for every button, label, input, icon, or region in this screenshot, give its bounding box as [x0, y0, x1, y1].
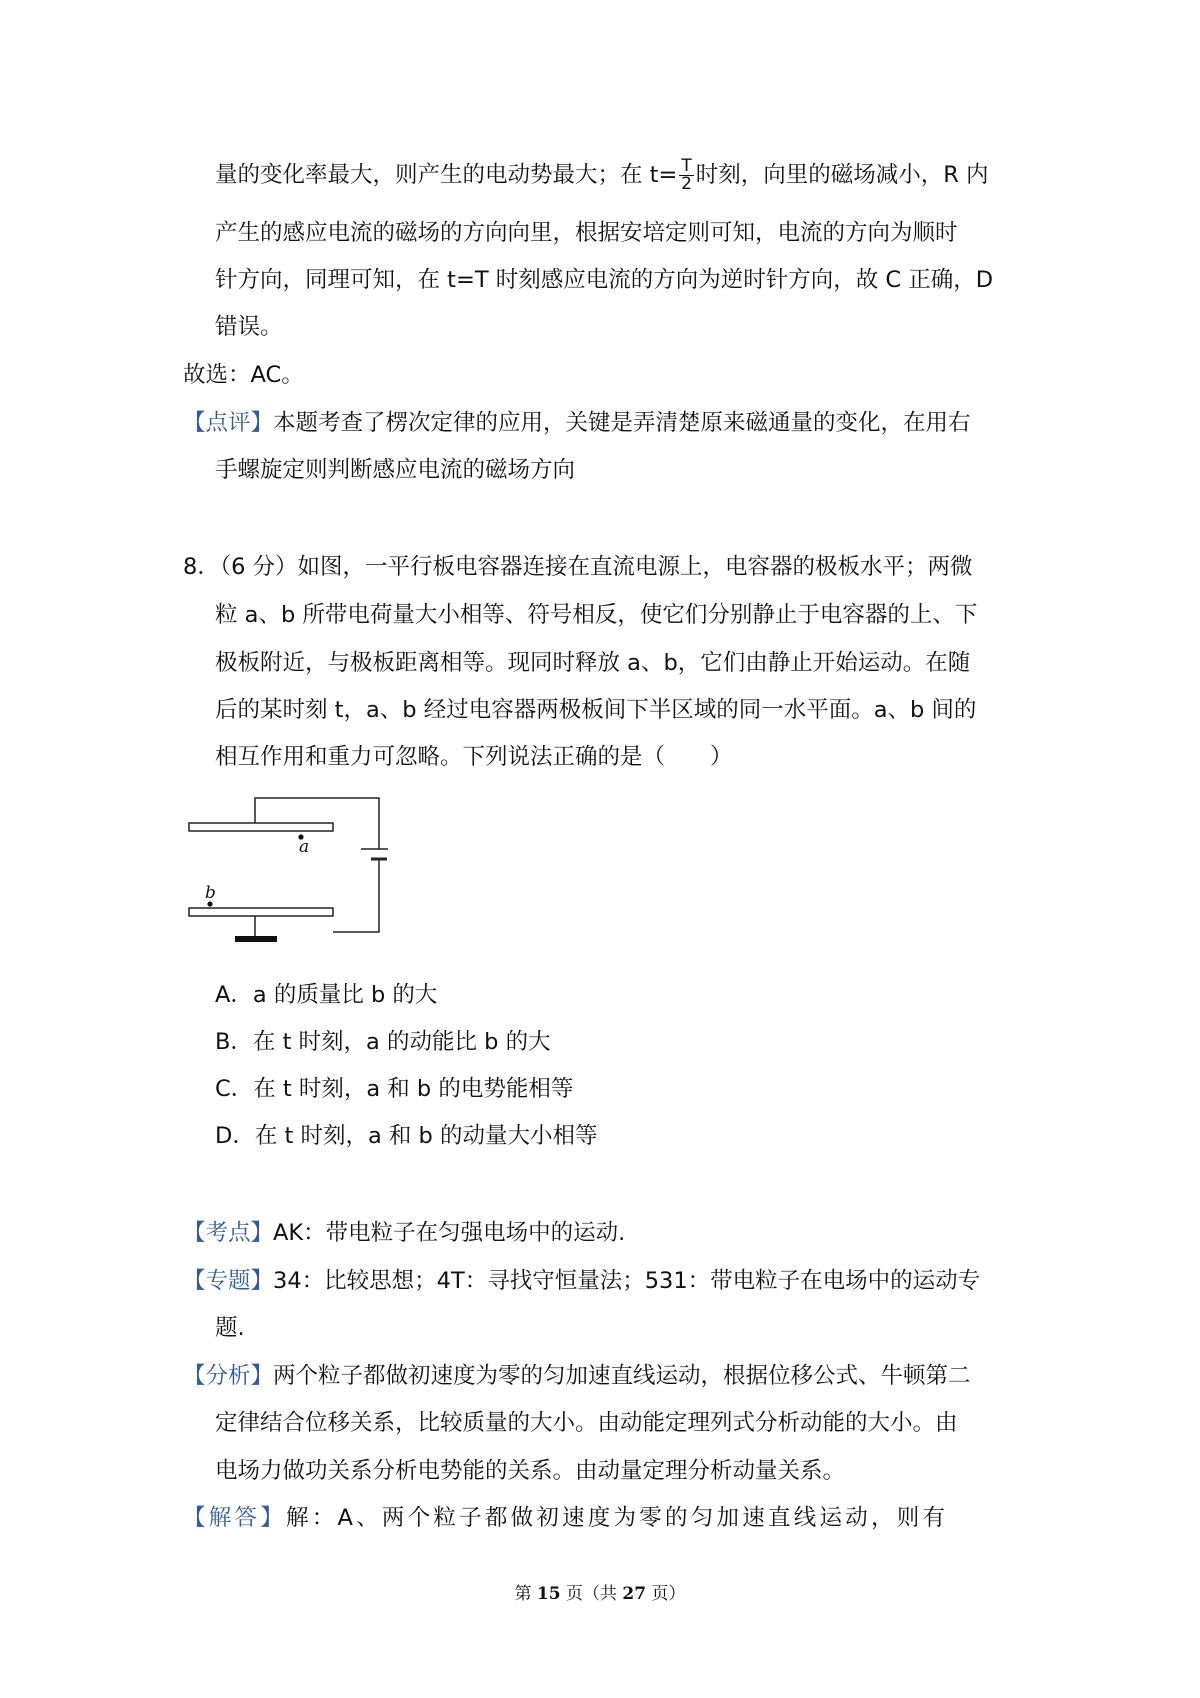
option-b: B．在 t 时刻，a 的动能比 b 的大: [215, 1029, 551, 1055]
question-line-3: 极板附近，与极板距离相等。现同时释放 a、b，它们由静止开始运动。在随: [215, 650, 971, 676]
zhuanti-tag: 【专题】: [183, 1268, 274, 1294]
jieda-line-1: 【解答】解：A、两个粒子都做初速度为零的匀加速直线运动，则有: [183, 1505, 945, 1531]
particle-a-label: a: [299, 837, 310, 857]
zhuanti-line-1: 【专题】34：比较思想；4T：寻找守恒量法；531：带电粒子在电场中的运动专: [183, 1268, 981, 1294]
wire-bottom: [333, 859, 379, 932]
fraction-t-over-2: $\frac{T}{2}$: [681, 156, 692, 194]
solution-line-2: 产生的感应电流的磁场的方向向里，根据安培定则可知，电流的方向为顺时: [215, 220, 958, 246]
upper-plate: [189, 823, 333, 831]
fenxi-line-2: 定律结合位移关系，比较质量的大小。由动能定理列式分析动能的大小。由: [215, 1410, 958, 1436]
jieda-tag: 【解答】: [183, 1505, 286, 1531]
current-page-number: 15: [536, 1584, 561, 1604]
option-c: C．在 t 时刻，a 和 b 的电势能相等: [215, 1076, 574, 1102]
ground-symbol: [235, 936, 277, 942]
review-line-2: 手螺旋定则判断感应电流的磁场方向: [215, 457, 576, 483]
question-line-4: 后的某时刻 t，a、b 经过电容器两极板间下半区域的同一水平面。a、b 间的: [215, 697, 977, 723]
question-line-1: 8．（6 分）如图，一平行板电容器连接在直流电源上，电容器的极板水平；两微: [183, 554, 973, 580]
zhuanti-line-2: 题.: [215, 1315, 245, 1341]
particle-b-label: b: [205, 883, 216, 903]
question-line-2: 粒 a、b 所带电荷量大小相等、符号相反，使它们分别静止于电容器的上、下: [215, 602, 978, 628]
option-d: D．在 t 时刻，a 和 b 的动量大小相等: [215, 1123, 598, 1149]
solution-line-1: 量的变化率最大，则产生的电动势最大；在 t= $\frac{T}{2}$ 时刻，向里的磁场减小，R 内: [215, 156, 989, 194]
solution-line-3: 针方向，同理可知，在 t=T 时刻感应电流的方向为逆时针方向，故 C 正确，D: [215, 267, 994, 293]
lower-plate: [189, 908, 333, 916]
page-footer: 第 15 页（共 27 页）: [514, 1584, 686, 1604]
solution-line-4: 错误。: [215, 314, 283, 340]
fenxi-line-3: 电场力做功关系分析电势能的关系。由动量定理分析动量关系。: [215, 1458, 846, 1484]
option-a: A．a 的质量比 b 的大: [215, 982, 438, 1008]
question-line-5: 相互作用和重力可忽略。下列说法正确的是（ ）: [215, 744, 733, 770]
kaodian-line: 【考点】AK：带电粒子在匀强电场中的运动.: [183, 1220, 626, 1246]
review-tag: 【点评】: [183, 410, 274, 436]
answer-line: 故选：AC。: [183, 362, 304, 388]
review-line-1: 【点评】本题考查了楞次定律的应用，关键是弄清楚原来磁通量的变化，在用右: [183, 410, 971, 436]
total-page-number: 27: [622, 1584, 647, 1604]
capacitor-circuit-diagram: [183, 794, 388, 954]
fenxi-line-1: 【分析】两个粒子都做初速度为零的匀加速直线运动，根据位移公式、牛顿第二: [183, 1363, 971, 1389]
kaodian-tag: 【考点】: [183, 1220, 274, 1246]
fenxi-tag: 【分析】: [183, 1363, 274, 1389]
